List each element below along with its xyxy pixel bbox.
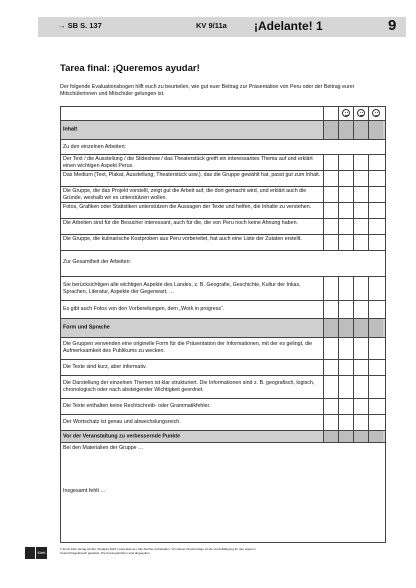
rating-cell[interactable] xyxy=(353,203,368,218)
rating-cell[interactable] xyxy=(323,301,338,318)
criterion-row: Die Gruppe, die das Projekt vorstellt, zeigt gut die Arbeit auf, die dort gemacht wird, und erklärt auch die Gründe, weshalb wir es unterstützen wollen. xyxy=(60,186,386,202)
worksheet-code: KV 9/11a xyxy=(196,21,227,30)
student-book-reference: → SB S. 137 xyxy=(58,21,102,30)
rating-cell[interactable] xyxy=(323,219,338,234)
rating-cell[interactable] xyxy=(368,338,383,359)
page-number: 9 xyxy=(388,17,397,34)
rating-cell[interactable] xyxy=(353,277,368,300)
rating-cell[interactable] xyxy=(338,155,353,170)
materials-prompt: Bei den Materialien der Gruppe … xyxy=(63,445,144,451)
rating-cell[interactable] xyxy=(353,415,368,430)
rating-cell[interactable] xyxy=(338,277,353,300)
rating-cell[interactable] xyxy=(323,203,338,218)
rating-cell[interactable] xyxy=(353,399,368,414)
rating-cell[interactable] xyxy=(323,376,338,398)
rating-cell[interactable] xyxy=(338,338,353,359)
criterion-row: Die Gruppe, die kulinarische Kostproben aus Peru vorbereitet, hat auch eine Liste der Zutaten erstellt. xyxy=(60,234,386,250)
rating-cell[interactable] xyxy=(353,360,368,375)
rating-cell[interactable] xyxy=(353,187,368,202)
rating-cell[interactable] xyxy=(323,399,338,414)
rating-cell[interactable] xyxy=(368,277,383,300)
criterion-row: Die Texte sind kurz, aber informativ. xyxy=(60,359,386,375)
rating-cell[interactable] xyxy=(323,277,338,300)
rating-cell[interactable] xyxy=(353,301,368,318)
rating-cell[interactable] xyxy=(338,187,353,202)
rating-cell[interactable] xyxy=(353,155,368,170)
publisher-logo: Klett xyxy=(25,547,47,559)
criterion-row: Es gibt auch Fotos von den Vorbereitungen, dem „Work in progress“. xyxy=(60,300,386,318)
criterion-row: Die Gruppen verwenden eine originelle Form für die Präsentation der Informationen, mit der es gelingt, die Aufmerksamkeit des Publikums zu wecken. xyxy=(60,337,386,359)
rating-cell[interactable] xyxy=(338,203,353,218)
rating-cell[interactable] xyxy=(338,360,353,375)
page-title: Tarea final: ¡Queremos ayudar! xyxy=(60,63,200,74)
copyright-note: © Ernst Klett Verlag GmbH, Stuttgart 2015 | www.klett.de | Alle Rechte vorbehalten. Von dieser Druckvorlage ist die Vervielfältigung für den eigenen Unterrichtsgebrauch gestattet. Die Kopiergebühren sind abgegolten. xyxy=(60,547,256,555)
rating-cell[interactable] xyxy=(338,415,353,430)
rating-cell[interactable] xyxy=(338,301,353,318)
rating-cell[interactable] xyxy=(338,235,353,250)
rating-cell[interactable] xyxy=(323,235,338,250)
improvements-notes-box[interactable] xyxy=(60,442,386,543)
rating-cell[interactable] xyxy=(353,235,368,250)
rating-header-row xyxy=(60,106,386,120)
criterion-row: Der Wortschatz ist genau und abwechslungsreich. xyxy=(60,414,386,430)
rating-cell[interactable] xyxy=(338,171,353,186)
rating-cell[interactable] xyxy=(368,219,383,234)
rating-cell[interactable] xyxy=(323,415,338,430)
section-header-inhalt: Inhalt xyxy=(60,120,386,139)
rating-cell[interactable] xyxy=(338,376,353,398)
rating-cell[interactable] xyxy=(323,155,338,170)
evaluation-table xyxy=(60,106,386,543)
rating-cell[interactable] xyxy=(368,301,383,318)
subheading-row: Zu den einzelnen Arbeiten: xyxy=(60,139,386,154)
criterion-row: Das Medium (Text, Plakat, Ausstellung, Theaterstück usw.), das die Gruppe gewählt hat, passt gut zum Inhalt. xyxy=(60,170,386,186)
subheading-row: Zur Gesamtheit der Arbeiten: xyxy=(60,250,386,276)
section-header-improvements: Vor der Veranstaltung zu verbessernde Punkte xyxy=(60,430,386,442)
rating-cell[interactable] xyxy=(368,415,383,430)
header-bar xyxy=(38,17,406,37)
criterion-row: Fotos, Grafiken oder Statistiken unterstützen die Aussagen der Texte und helfen, die Inhalte zu verstehen. xyxy=(60,202,386,218)
criterion-row: Die Darstellung der einzelnen Themen ist klar strukturiert. Die Informationen sind z. B. geografisch, logisch, chronologisch oder nach absteigender Wichtigkeit geordnet. xyxy=(60,375,386,398)
criterion-row: Der Text / die Ausstellung / die Slideshow / das Theaterstück greift ein interessantes Thema auf und erklärt einen wichtigen Aspekt Perus. xyxy=(60,154,386,170)
criterion-row: Die Texte enthalten keine Rechtschreib- oder Grammatikfehler. xyxy=(60,398,386,414)
rating-cell[interactable] xyxy=(368,376,383,398)
rating-cell[interactable] xyxy=(353,171,368,186)
rating-cell[interactable] xyxy=(323,171,338,186)
rating-cell[interactable] xyxy=(368,203,383,218)
rating-cell[interactable] xyxy=(368,235,383,250)
section-header-form: Form und Sprache xyxy=(60,318,386,337)
rating-cell[interactable] xyxy=(368,187,383,202)
rating-cell[interactable] xyxy=(368,155,383,170)
rating-cell[interactable] xyxy=(368,171,383,186)
missing-overall-prompt: Insgesamt fehlt … xyxy=(63,488,106,494)
rating-cell[interactable] xyxy=(368,399,383,414)
book-title: ¡Adelante! 1 xyxy=(254,19,323,33)
rating-cell[interactable] xyxy=(353,219,368,234)
criterion-row: Sie berücksichtigen alle wichtigen Aspekte des Landes, z. B. Geografie, Geschichte, Kultur der Inkas, Sprachen, Literatur, Aspekte der Gegenwart, … xyxy=(60,276,386,300)
rating-cell[interactable] xyxy=(368,360,383,375)
intro-text: Der folgende Evaluationsbogen hilft euch zu beurteilen, wie gut euer Beitrag zur Präsentation von Peru oder der Beitrag eurer Mitschülerinnen und Mitschüler gelungen ist. xyxy=(60,84,355,97)
frowning-face-icon xyxy=(372,109,380,117)
neutral-face-icon xyxy=(357,109,365,117)
rating-cell[interactable] xyxy=(338,219,353,234)
rating-cell[interactable] xyxy=(323,338,338,359)
rating-cell[interactable] xyxy=(353,338,368,359)
smiling-face-icon xyxy=(342,109,350,117)
criterion-row: Die Arbeiten sind für die Besucher interessant, auch für die, die von Peru noch keine Ahnung haben. xyxy=(60,218,386,234)
rating-cell[interactable] xyxy=(353,376,368,398)
rating-cell[interactable] xyxy=(323,187,338,202)
rating-cell[interactable] xyxy=(338,399,353,414)
rating-cell[interactable] xyxy=(323,360,338,375)
